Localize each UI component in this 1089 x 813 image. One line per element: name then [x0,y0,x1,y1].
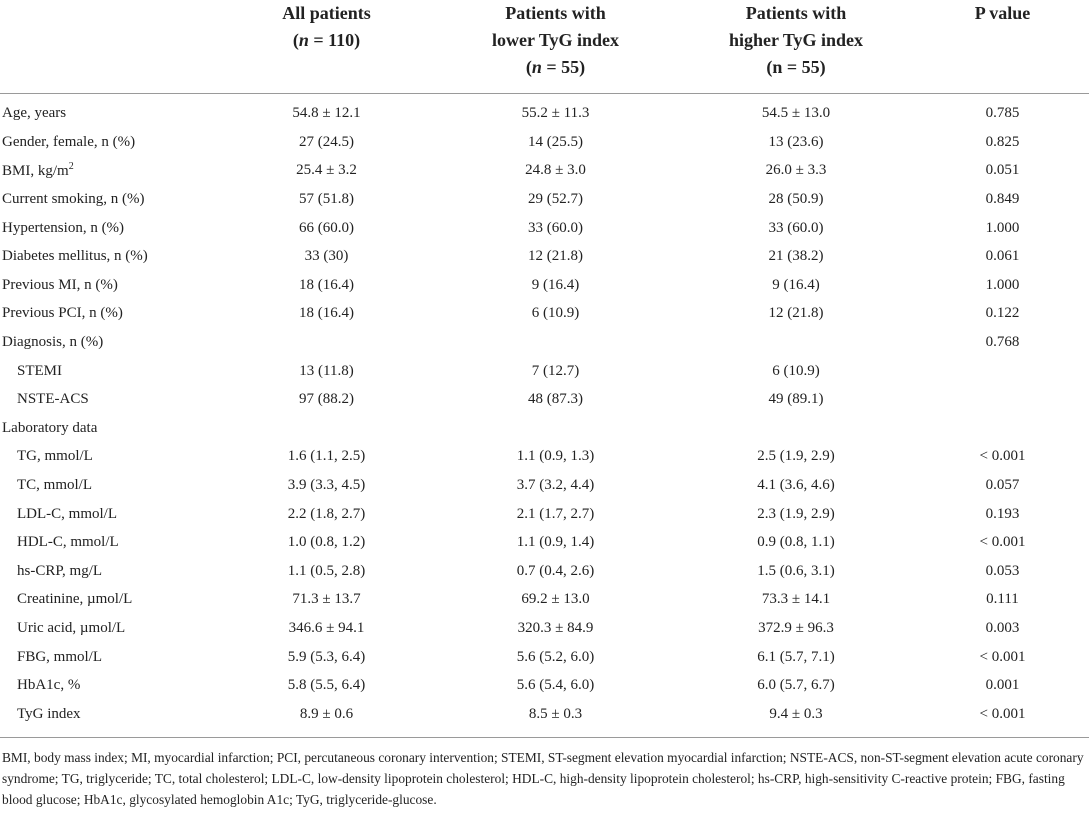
cell-lower-tyg: 0.7 (0.4, 2.6) [516,562,595,579]
cell-p-value: 0.193 [985,505,1020,522]
row-label: Diagnosis, n (%) [2,334,104,351]
cell-lower-tyg: 2.1 (1.7, 2.7) [516,505,595,522]
footnote: BMI, body mass index; MI, myocardial infarction; PCI, percutaneous coronary intervention; STEMI, ST-segment elevation myocardial infarction; NSTE-ACS, non-ST-segment elevation acute coronary syndrome; TG, triglyceride; TC, total cholesterol; LDL-C, low-density lipoprotein cholesterol; HDL-C, high-density lipoprotein cholesterol; hs-CRP, high-sensitivity C-reactive protein; FBG, fasting blood glucose; HbA1c, glycosylated hemoglobin A1c; TyG, triglyceride-glucose. [2,749,1084,807]
table-row [0,614,1089,643]
cell-all-patients: 1.6 (1.1, 2.5) [287,448,366,465]
cell-p-value: 0.849 [985,191,1020,208]
cell-higher-tyg: 26.0 ± 3.3 [765,162,827,179]
row-label: Gender, female, n (%) [2,133,136,150]
row-label: Creatinine, µmol/L [17,591,133,608]
cell-p-value: 1.000 [985,276,1020,293]
table-row [0,643,1089,672]
cell-higher-tyg: 9.4 ± 0.3 [769,705,823,722]
cell-p-value: 0.111 [986,591,1019,608]
cell-all-patients: 8.9 ± 0.6 [299,705,354,722]
cell-higher-tyg: 2.5 (1.9, 2.9) [757,448,835,465]
cell-all-patients: 3.9 (3.3, 4.5) [287,477,366,494]
cell-p-value: < 0.001 [979,648,1026,665]
row-label: BMI, $kg/m^2$ [2,161,74,180]
cell-p-value: 0.053 [985,562,1020,579]
cell-all-patients: 2.2 (1.8, 2.7) [287,505,366,522]
table-row [0,500,1089,529]
table-row [0,242,1089,271]
cell-p-value: 0.122 [985,305,1020,322]
cell-p-value: 0.057 [985,477,1020,494]
cell-all-patients: 18 (16.4) [299,305,354,322]
cell-all-patients: 27 (24.5) [299,133,354,150]
row-label: hs-CRP, mg/L [17,562,103,579]
header-p-label: P value [974,3,1031,23]
cell-lower-tyg: 320.3 ± 84.9 [517,619,594,636]
cell-p-value: 1.000 [985,219,1020,236]
table-row [0,357,1089,386]
cell-p-value: 0.051 [985,162,1020,179]
cell-higher-tyg: 28 (50.9) [768,191,824,208]
cell-lower-tyg [435,414,676,443]
table-row [0,414,1089,443]
table-row [0,557,1089,586]
cell-p-value: 0.768 [985,334,1020,351]
cell-lower-tyg: 55.2 ± 11.3 [521,105,590,122]
cell-higher-tyg: 21 (38.2) [768,248,824,265]
cell-lower-tyg: 29 (52.7) [528,191,583,208]
cell-p-value: 0.003 [985,619,1020,636]
cell-p-value [916,414,1089,443]
cell-p-value: 0.061 [985,248,1020,265]
cell-higher-tyg: 1.5 (0.6, 3.1) [757,562,835,579]
table-row [0,471,1089,500]
row-label: TyG index [17,705,81,722]
header-all-n: (n = 110) [292,30,361,50]
cell-lower-tyg: 12 (21.8) [528,248,583,265]
table-body [0,94,1089,729]
row-label: Laboratory data [2,419,98,436]
cell-all-patients [218,328,435,357]
row-label: STEMI [17,362,62,379]
row-label: Diabetes mellitus, n (%) [2,248,148,265]
bmi-unit-superscript: 2 [68,161,74,173]
cell-all-patients: 54.8 ± 12.1 [292,105,361,122]
cell-all-patients: 5.8 (5.5, 6.4) [287,677,366,694]
cell-lower-tyg: 48 (87.3) [528,391,583,408]
cell-lower-tyg: 8.5 ± 0.3 [528,705,583,722]
cell-lower-tyg: 24.8 ± 3.0 [525,162,586,179]
cell-higher-tyg: 9 (16.4) [772,276,820,293]
table-row [0,700,1089,729]
cell-p-value: 0.001 [985,677,1020,694]
cell-higher-tyg: 2.3 (1.9, 2.9) [757,505,835,522]
cell-higher-tyg: 73.3 ± 14.1 [761,591,831,608]
cell-p-value: < 0.001 [979,448,1026,465]
cell-lower-tyg: 9 (16.4) [531,276,580,293]
header-variable [0,0,218,93]
row-label: TC, mmol/L [17,477,92,494]
header-all-line1: All patients [282,3,371,23]
cell-all-patients: 97 (88.2) [299,391,354,408]
cell-all-patients: 71.3 ± 13.7 [292,591,361,608]
cell-all-patients: 66 (60.0) [299,219,354,236]
table-row [0,185,1089,214]
row-label: FBG, mmol/L [17,648,103,665]
table-row [0,94,1089,129]
table-row [0,300,1089,329]
table-row [0,385,1089,414]
cell-all-patients: 1.1 (0.5, 2.8) [287,562,366,579]
cell-higher-tyg: 372.9 ± 96.3 [758,619,834,636]
cell-higher-tyg: 12 (21.8) [768,305,824,322]
cell-lower-tyg: 1.1 (0.9, 1.4) [516,534,595,551]
cell-all-patients: 1.0 (0.8, 1.2) [287,534,366,551]
cell-lower-tyg: 5.6 (5.4, 6.0) [516,677,595,694]
cell-lower-tyg: 1.1 (0.9, 1.3) [516,448,595,465]
row-label: Age, years [2,105,67,122]
cell-lower-tyg: 33 (60.0) [528,219,583,236]
row-label: HbA1c, % [17,677,81,694]
cell-p-value: 0.825 [985,133,1020,150]
table-row [0,128,1089,157]
header-higher-n: (n = 55) [766,57,826,77]
cell-lower-tyg: 14 (25.5) [528,133,583,150]
header-all-patients [218,0,435,93]
cell-all-patients: 346.6 ± 94.1 [288,619,365,636]
cell-all-patients: 18 (16.4) [299,276,354,293]
cell-higher-tyg: 6.1 (5.7, 7.1) [757,648,835,665]
header-higher-tyg [676,0,916,93]
header-lower-line2: lower TyG index [491,30,619,50]
cell-higher-tyg: 49 (89.1) [768,391,824,408]
cell-all-patients: 33 (30) [304,248,349,265]
table-row [0,328,1089,357]
cell-p-value: < 0.001 [979,705,1026,722]
row-label: TG, mmol/L [17,448,93,465]
cell-all-patients: 25.4 ± 3.2 [296,162,357,179]
row-label: HDL-C, mmol/L [17,534,119,551]
header-lower-n: (n = 55) [525,57,586,77]
cell-all-patients [218,414,435,443]
cell-p-value [916,357,1089,386]
cell-higher-tyg: 33 (60.0) [768,219,824,236]
cell-lower-tyg: 7 (12.7) [531,362,580,379]
cell-lower-tyg: 5.6 (5.2, 6.0) [516,648,595,665]
table-row [0,443,1089,472]
cell-lower-tyg [435,328,676,357]
row-label: NSTE-ACS [17,391,89,408]
cell-all-patients: 57 (51.8) [299,191,354,208]
cell-higher-tyg [676,328,916,357]
cell-lower-tyg: 3.7 (3.2, 4.4) [516,477,595,494]
cell-p-value: 0.785 [985,105,1020,122]
row-label: Uric acid, µmol/L [17,619,126,636]
table-row [0,157,1089,186]
cell-all-patients: 13 (11.8) [299,362,354,379]
table-row [0,214,1089,243]
cell-lower-tyg: 69.2 ± 13.0 [521,591,590,608]
row-label: Previous MI, n (%) [2,276,118,293]
table-row [0,671,1089,700]
cell-higher-tyg [676,414,916,443]
header-lower-line1: Patients with [505,3,606,23]
header-p-value [916,0,1089,93]
header-higher-line2: higher TyG index [728,30,864,50]
row-label: Current smoking, n (%) [2,191,145,208]
cell-higher-tyg: 6.0 (5.7, 6.7) [757,677,835,694]
row-label: LDL-C, mmol/L [17,505,117,522]
header-higher-line1: Patients with [745,3,847,23]
cell-higher-tyg: 54.5 ± 13.0 [761,105,831,122]
cell-all-patients: 5.9 (5.3, 6.4) [287,648,366,665]
cell-higher-tyg: 4.1 (3.6, 4.6) [757,477,835,494]
row-label: Previous PCI, n (%) [2,305,123,322]
cell-higher-tyg: 0.9 (0.8, 1.1) [757,534,835,551]
table-header [0,0,1089,93]
cell-p-value [916,385,1089,414]
cell-lower-tyg: 6 (10.9) [531,305,580,322]
table-row [0,528,1089,557]
table-row [0,586,1089,615]
cell-p-value: < 0.001 [979,534,1026,551]
cell-higher-tyg: 6 (10.9) [772,362,820,379]
row-label: Hypertension, n (%) [2,219,125,236]
header-lower-tyg [435,0,676,93]
table-row [0,271,1089,300]
cell-higher-tyg: 13 (23.6) [768,133,824,150]
